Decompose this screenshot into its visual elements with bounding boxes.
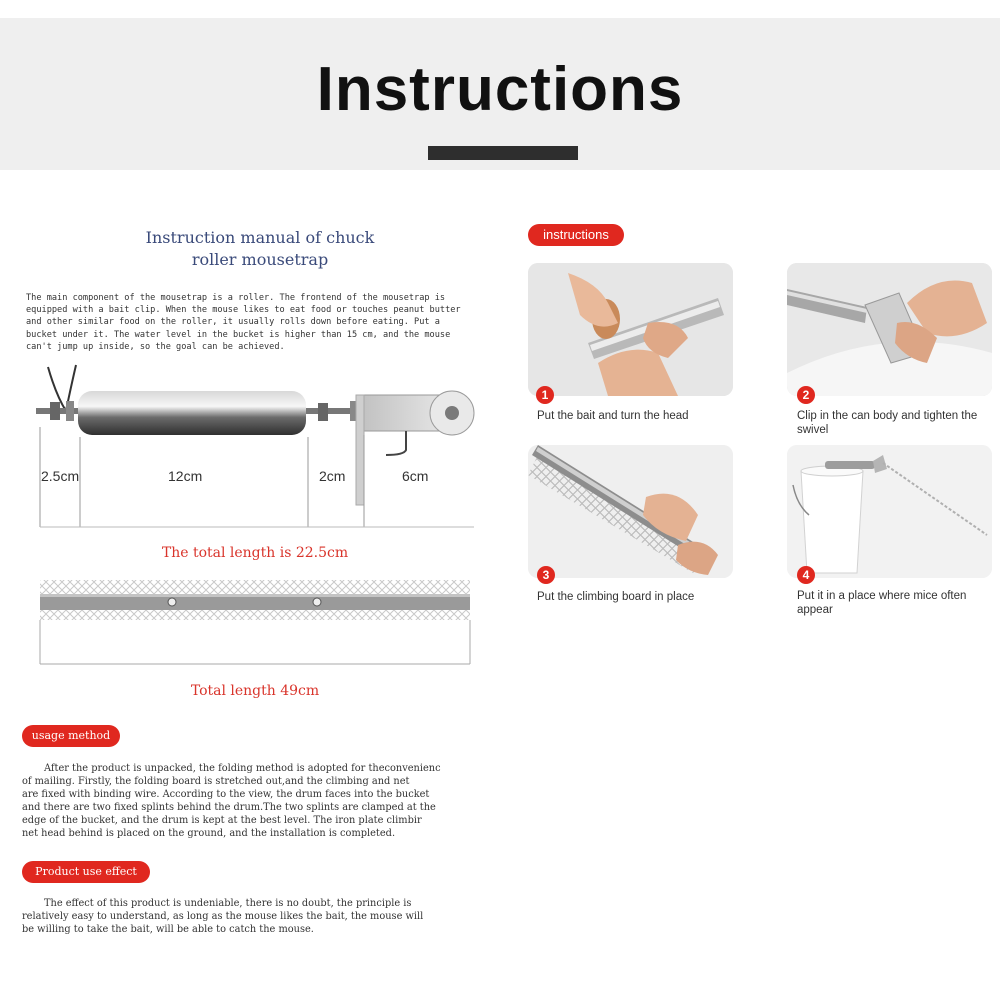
product-effect-text — [22, 897, 498, 936]
title-underline — [428, 146, 578, 160]
usage-line: and there are two fixed splints behind the drum.The two splints are clamped at the — [22, 802, 436, 813]
step-2-number: 2 — [797, 386, 815, 404]
total-board-length: Total length 49cm — [190, 683, 320, 699]
usage-line: are fixed with binding wire. According to the view, the drum faces into the bucket — [22, 789, 430, 800]
climbing-board-drawing — [38, 578, 472, 666]
bait-head-illustration — [528, 263, 733, 396]
step-2-photo — [787, 263, 992, 396]
usage-line: After the product is unpacked, the folding method is adopted for theconvenienc — [44, 763, 441, 774]
product-effect-badge: Product use effect — [22, 861, 150, 883]
manual-title — [100, 227, 420, 271]
step-3-number: 3 — [537, 566, 555, 584]
bucket-trap-illustration — [787, 445, 992, 578]
intro-line: bucket under it. The water level in the bucket is higher than 15 cm, and the mouse — [26, 329, 451, 340]
page-title: Instructions — [316, 55, 684, 124]
effect-line: The effect of this product is undeniable, there is no doubt, the principle is — [44, 898, 412, 909]
total-roller-length: The total length is 22.5cm — [161, 545, 349, 561]
step-1-number: 1 — [536, 386, 554, 404]
instructions-badge: instructions — [528, 224, 624, 246]
usage-line: edge of the bucket, and the drum is kept at the best level. The iron plate climbir — [22, 815, 422, 826]
manual-title-line-2: roller mousetrap — [191, 250, 329, 269]
usage-method-text — [22, 762, 498, 840]
intro-line: The main component of the mousetrap is a roller. The frontend of the mousetrap is — [26, 293, 446, 303]
step-4-caption: Put it in a place where mice often appear — [797, 590, 967, 616]
roller-diagram — [26, 355, 496, 535]
step-4-number: 4 — [797, 566, 815, 584]
effect-line: relatively easy to understand, as long as the mouse likes the bait, the mouse will — [22, 911, 424, 922]
manual-title-line-1: Instruction manual of chuck — [145, 228, 375, 247]
intro-line: and other similar food on the roller, it usually rolls down before eating. Put a — [26, 317, 440, 328]
manual-intro — [26, 292, 488, 353]
climbing-board-illustration — [528, 445, 733, 578]
dimension-label: 12cm — [168, 468, 203, 484]
usage-method-badge: usage method — [22, 725, 120, 747]
header-banner — [0, 18, 1000, 170]
step-3-caption: Put the climbing board in place — [537, 591, 695, 603]
dimension-label: 2.5cm — [41, 468, 80, 484]
step-1-caption: Put the bait and turn the head — [537, 410, 689, 422]
intro-line: can't jump up inside, so the goal can be achieved. — [26, 341, 285, 352]
dimension-label: 2cm — [319, 468, 346, 484]
roller-drawing — [26, 355, 496, 535]
step-4-photo — [787, 445, 992, 578]
dimension-label: 6cm — [402, 468, 429, 484]
usage-line: net head behind is placed on the ground, and the installation is completed. — [22, 828, 396, 839]
clip-swivel-illustration — [787, 263, 992, 396]
step-1-photo — [528, 263, 733, 396]
effect-line: be willing to take the bait, will be able to catch the mouse. — [22, 924, 314, 935]
step-2-caption: Clip in the can body and tighten the swivel — [797, 410, 978, 436]
usage-line: of mailing. Firstly, the folding board is stretched out,and the climbing and net — [22, 776, 410, 787]
intro-line: equipped with a bait clip. When the mouse likes to eat food or touches peanut butter — [26, 305, 461, 316]
step-3-photo — [528, 445, 733, 578]
